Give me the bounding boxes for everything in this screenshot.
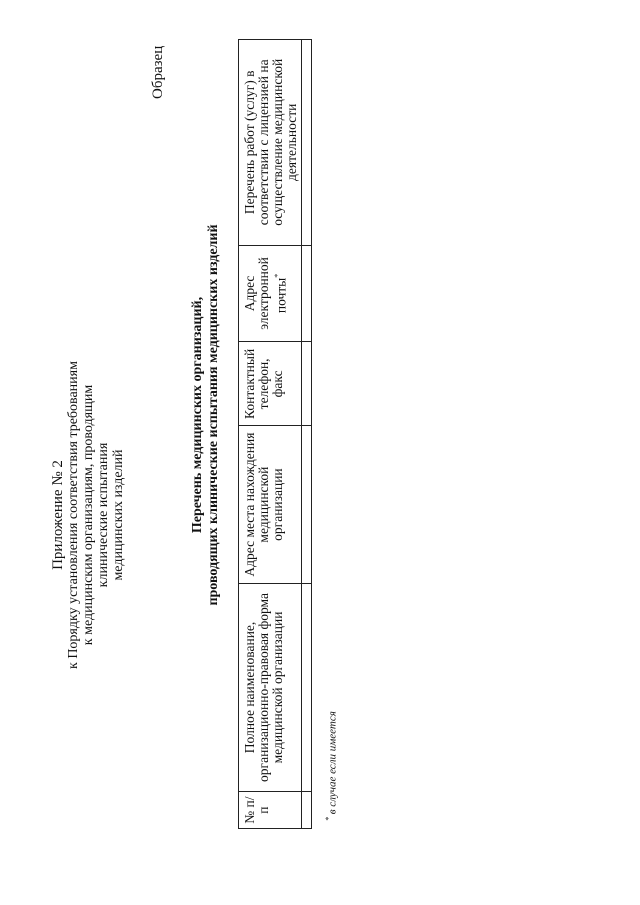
table-cell	[302, 40, 312, 246]
footnote-text: в случае если имеется	[326, 711, 339, 815]
appendix-header	[50, 125, 126, 905]
appendix-line-3: клинические испытания	[96, 442, 111, 588]
header-number: № п/п	[239, 792, 302, 829]
footnote	[324, 711, 339, 821]
appendix-line-1: к Порядку установления соответствия требованиям	[66, 361, 81, 669]
header-email	[239, 245, 302, 342]
footnote-mark: *	[324, 817, 333, 821]
appendix-title: Приложение № 2	[50, 460, 66, 570]
sample-label: Образец	[150, 45, 166, 99]
header-phone-fax: Контактный телефон, факс	[239, 342, 302, 426]
table-cell	[302, 792, 312, 829]
header-full-name: Полное наименование, организационно-правовая форма медицинской организации	[239, 583, 302, 791]
list-heading-line-2: проводящих клинические испытания медицинских изделий	[206, 224, 221, 606]
header-address: Адрес места нахождения медицинской организации	[239, 426, 302, 583]
list-heading-line-1: Перечень медицинских организаций,	[190, 296, 205, 534]
organizations-table	[238, 39, 312, 829]
table-cell	[302, 583, 312, 791]
table-cell	[302, 426, 312, 583]
table-cell	[302, 245, 312, 342]
appendix-line-2: к медицинским организациям, проводящим	[81, 384, 96, 646]
list-heading	[190, 105, 222, 725]
table-header-row	[239, 40, 302, 829]
table-row	[302, 40, 312, 829]
appendix-line-4: медицинских изделий	[111, 449, 126, 581]
header-email-footnote-mark: *	[273, 273, 282, 278]
header-email-text: Адрес электронной почты	[242, 257, 289, 330]
header-works-list: Перечень работ (услуг) в соответствии с лицензией на осуществление медицинской деятельности	[239, 40, 302, 246]
table-cell	[302, 342, 312, 426]
